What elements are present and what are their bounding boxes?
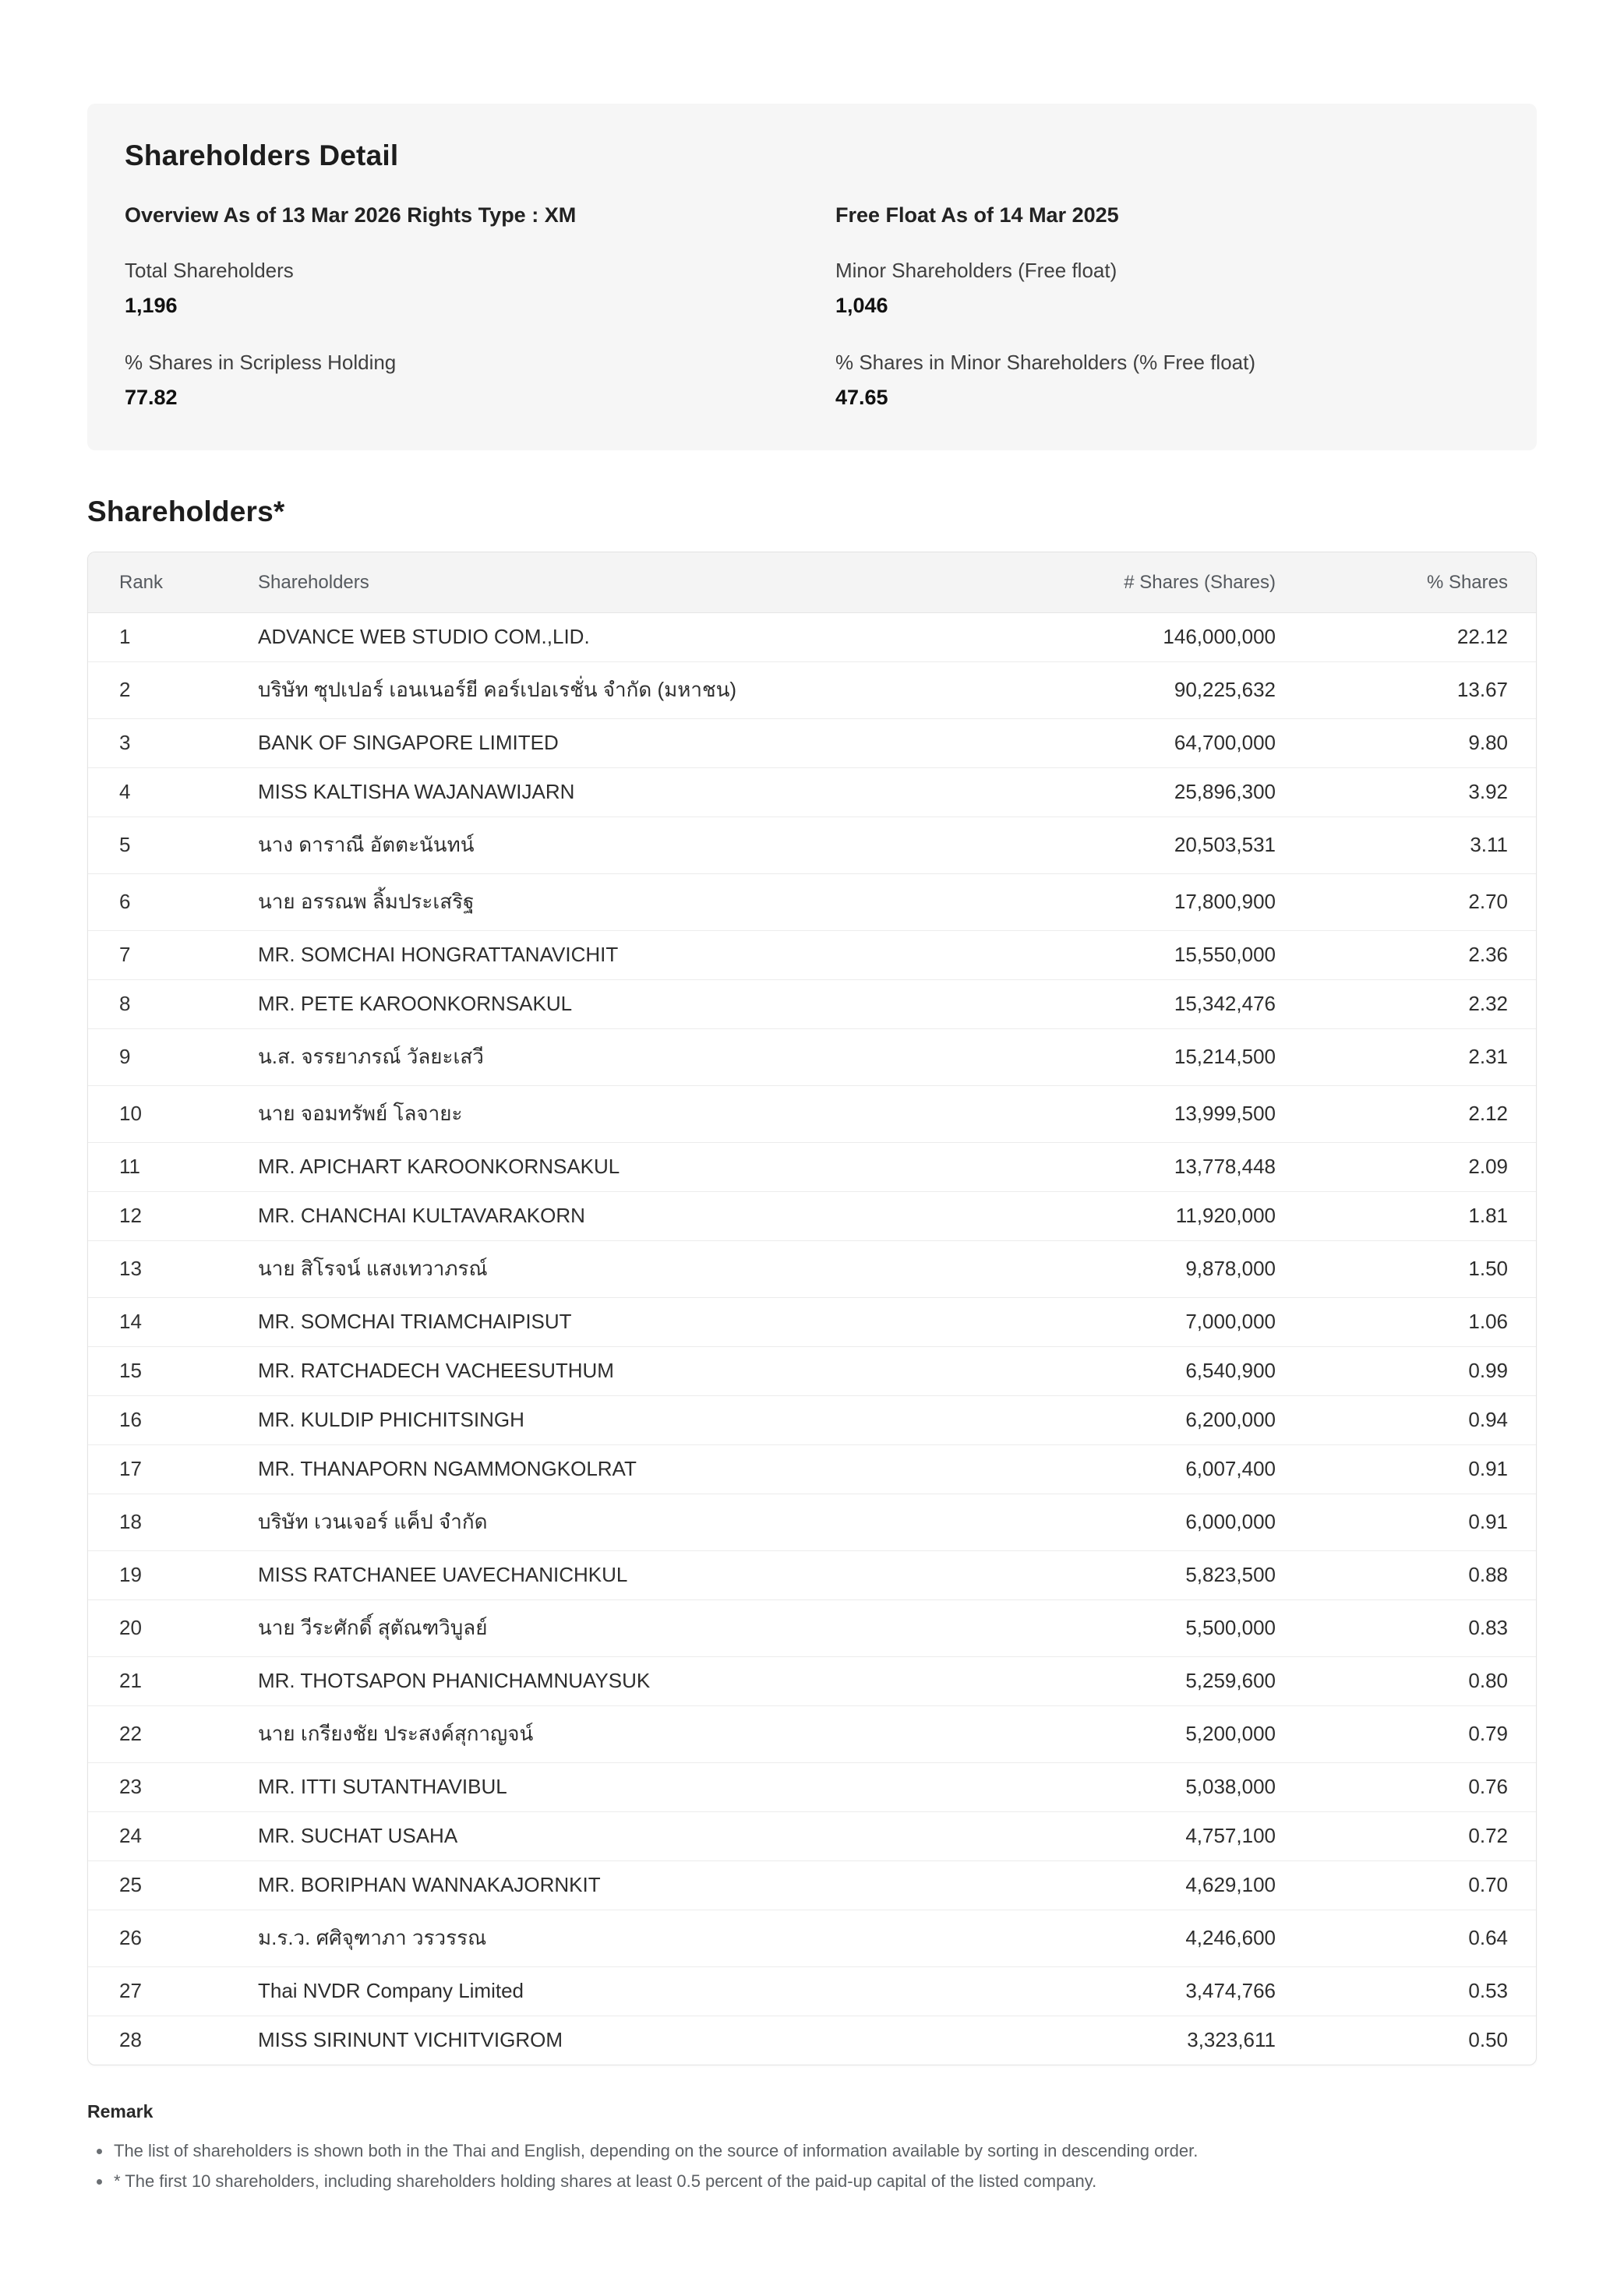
shares-cell: 3,474,766 <box>950 1967 1285 2016</box>
rank-cell: 16 <box>88 1396 258 1445</box>
percent-cell: 2.32 <box>1285 980 1536 1029</box>
shares-cell: 64,700,000 <box>950 719 1285 768</box>
remark-title: Remark <box>87 2101 154 2121</box>
shares-cell: 5,259,600 <box>950 1657 1285 1706</box>
percent-cell: 2.36 <box>1285 931 1536 980</box>
rank-cell: 23 <box>88 1763 258 1812</box>
table-row <box>88 768 1536 817</box>
overview-field-minor-shareholders <box>835 259 1499 318</box>
overview-field-minor-percent <box>835 351 1499 410</box>
shares-cell: 20,503,531 <box>950 817 1285 874</box>
remark-item: * The first 10 shareholders, including shareholders holding shares at least 0.5 percent of the paid-up capital of the listed company. <box>87 2167 1537 2197</box>
percent-cell: 0.88 <box>1285 1551 1536 1600</box>
column-header-shares: # Shares (Shares) <box>950 552 1285 613</box>
shares-cell: 5,823,500 <box>950 1551 1285 1600</box>
percent-cell: 0.99 <box>1285 1347 1536 1396</box>
table-row <box>88 1029 1536 1086</box>
rank-cell: 9 <box>88 1029 258 1086</box>
shares-cell: 15,550,000 <box>950 931 1285 980</box>
remark-list <box>87 2136 1537 2196</box>
percent-cell: 0.91 <box>1285 1494 1536 1551</box>
percent-cell: 9.80 <box>1285 719 1536 768</box>
shareholder-name-cell: ADVANCE WEB STUDIO COM.,LID. <box>258 613 950 662</box>
shareholders-table <box>88 552 1536 2065</box>
shares-cell: 25,896,300 <box>950 768 1285 817</box>
rank-cell: 20 <box>88 1600 258 1657</box>
rank-cell: 24 <box>88 1812 258 1861</box>
field-label: % Shares in Scripless Holding <box>125 351 397 374</box>
percent-cell: 0.91 <box>1285 1445 1536 1494</box>
rank-cell: 28 <box>88 2016 258 2065</box>
percent-cell: 2.12 <box>1285 1086 1536 1143</box>
percent-cell: 3.11 <box>1285 817 1536 874</box>
percent-cell: 0.80 <box>1285 1657 1536 1706</box>
percent-cell: 0.50 <box>1285 2016 1536 2065</box>
shareholder-name-cell: MR. ITTI SUTANTHAVIBUL <box>258 1763 950 1812</box>
table-row <box>88 931 1536 980</box>
percent-cell: 0.76 <box>1285 1763 1536 1812</box>
field-label: % Shares in Minor Shareholders (% Free float) <box>835 351 1256 374</box>
shares-cell: 11,920,000 <box>950 1192 1285 1241</box>
shares-cell: 15,214,500 <box>950 1029 1285 1086</box>
shareholder-name-cell: นาง ดาราณี อัตตะนันทน์ <box>258 817 950 874</box>
rank-cell: 27 <box>88 1967 258 2016</box>
shareholder-name-cell: MISS SIRINUNT VICHITVIGROM <box>258 2016 950 2065</box>
rank-cell: 12 <box>88 1192 258 1241</box>
shareholder-name-cell: MR. CHANCHAI KULTAVARAKORN <box>258 1192 950 1241</box>
overview-field-scripless-holding <box>125 351 789 410</box>
shares-cell: 90,225,632 <box>950 662 1285 719</box>
shares-cell: 5,200,000 <box>950 1706 1285 1763</box>
shares-cell: 6,000,000 <box>950 1494 1285 1551</box>
overview-field-total-shareholders <box>125 259 789 318</box>
table-row <box>88 2016 1536 2065</box>
rank-cell: 13 <box>88 1241 258 1298</box>
field-value: 47.65 <box>835 386 888 409</box>
percent-cell: 0.94 <box>1285 1396 1536 1445</box>
rank-cell: 5 <box>88 817 258 874</box>
shares-cell: 6,007,400 <box>950 1445 1285 1494</box>
field-value: 77.82 <box>125 386 178 409</box>
shares-cell: 4,246,600 <box>950 1910 1285 1967</box>
rank-cell: 15 <box>88 1347 258 1396</box>
table-row <box>88 1143 1536 1192</box>
remark-item: The list of shareholders is shown both in the Thai and English, depending on the source of information available by sorting in descending order. <box>87 2136 1537 2167</box>
table-row <box>88 1861 1536 1910</box>
rank-cell: 26 <box>88 1910 258 1967</box>
percent-cell: 2.09 <box>1285 1143 1536 1192</box>
shareholder-name-cell: MR. SUCHAT USAHA <box>258 1812 950 1861</box>
rank-cell: 19 <box>88 1551 258 1600</box>
shareholder-name-cell: MR. THANAPORN NGAMMONGKOLRAT <box>258 1445 950 1494</box>
percent-cell: 1.06 <box>1285 1298 1536 1347</box>
rank-cell: 2 <box>88 662 258 719</box>
field-value: 1,196 <box>125 294 178 317</box>
shareholder-name-cell: MR. SOMCHAI TRIAMCHAIPISUT <box>258 1298 950 1347</box>
table-row <box>88 1347 1536 1396</box>
overview-card <box>87 104 1537 450</box>
rank-cell: 10 <box>88 1086 258 1143</box>
table-row <box>88 1086 1536 1143</box>
table-row <box>88 1494 1536 1551</box>
overview-grid <box>125 203 1499 410</box>
rank-cell: 21 <box>88 1657 258 1706</box>
shareholder-name-cell: MISS RATCHANEE UAVECHANICHKUL <box>258 1551 950 1600</box>
column-header-percent: % Shares <box>1285 552 1536 613</box>
percent-cell: 2.70 <box>1285 874 1536 931</box>
table-row <box>88 980 1536 1029</box>
percent-cell: 1.50 <box>1285 1241 1536 1298</box>
rank-cell: 14 <box>88 1298 258 1347</box>
shares-cell: 6,540,900 <box>950 1347 1285 1396</box>
percent-cell: 0.79 <box>1285 1706 1536 1763</box>
rank-cell: 22 <box>88 1706 258 1763</box>
percent-cell: 22.12 <box>1285 613 1536 662</box>
shareholder-name-cell: BANK OF SINGAPORE LIMITED <box>258 719 950 768</box>
percent-cell: 0.70 <box>1285 1861 1536 1910</box>
percent-cell: 0.64 <box>1285 1910 1536 1967</box>
table-row <box>88 1551 1536 1600</box>
field-value: 1,046 <box>835 294 888 317</box>
overview-left-column <box>125 203 789 410</box>
table-row <box>88 662 1536 719</box>
column-header-shareholders: Shareholders <box>258 552 950 613</box>
shareholders-section-title: Shareholders* <box>87 496 285 527</box>
shareholder-name-cell: MR. APICHART KAROONKORNSAKUL <box>258 1143 950 1192</box>
shareholders-table-body <box>88 613 1536 2065</box>
rank-cell: 4 <box>88 768 258 817</box>
shareholder-name-cell: MISS KALTISHA WAJANAWIJARN <box>258 768 950 817</box>
table-row <box>88 1812 1536 1861</box>
shares-cell: 4,757,100 <box>950 1812 1285 1861</box>
shareholders-page <box>87 0 1537 2290</box>
table-row <box>88 613 1536 662</box>
shareholder-name-cell: นาย เกรียงชัย ประสงค์สุกาญจน์ <box>258 1706 950 1763</box>
shareholder-name-cell: MR. PETE KAROONKORNSAKUL <box>258 980 950 1029</box>
shareholder-name-cell: นาย อรรณพ ลิ้มประเสริฐ <box>258 874 950 931</box>
shareholder-name-cell: Thai NVDR Company Limited <box>258 1967 950 2016</box>
shareholder-name-cell: น.ส. จรรยาภรณ์ วัลยะเสวี <box>258 1029 950 1086</box>
free-float-heading: Free Float As of 14 Mar 2025 <box>835 203 1119 227</box>
shares-cell: 3,323,611 <box>950 2016 1285 2065</box>
shareholder-name-cell: บริษัท ซุปเปอร์ เอนเนอร์ยี คอร์เปอเรชั่น จำกัด (มหาชน) <box>258 662 950 719</box>
rank-cell: 17 <box>88 1445 258 1494</box>
percent-cell: 2.31 <box>1285 1029 1536 1086</box>
column-header-rank: Rank <box>88 552 258 613</box>
table-row <box>88 1657 1536 1706</box>
shares-cell: 17,800,900 <box>950 874 1285 931</box>
table-row <box>88 874 1536 931</box>
rank-cell: 6 <box>88 874 258 931</box>
shares-cell: 5,500,000 <box>950 1600 1285 1657</box>
shareholder-name-cell: MR. KULDIP PHICHITSINGH <box>258 1396 950 1445</box>
shares-cell: 13,778,448 <box>950 1143 1285 1192</box>
table-row <box>88 1298 1536 1347</box>
shareholder-name-cell: นาย จอมทรัพย์ โลจายะ <box>258 1086 950 1143</box>
remark-section <box>87 2101 1537 2290</box>
shareholder-name-cell: MR. THOTSAPON PHANICHAMNUAYSUK <box>258 1657 950 1706</box>
table-row <box>88 1445 1536 1494</box>
rank-cell: 1 <box>88 613 258 662</box>
shares-cell: 7,000,000 <box>950 1298 1285 1347</box>
shareholder-name-cell: MR. RATCHADECH VACHEESUTHUM <box>258 1347 950 1396</box>
table-header <box>88 552 1536 613</box>
table-row <box>88 1763 1536 1812</box>
shares-cell: 13,999,500 <box>950 1086 1285 1143</box>
shareholder-name-cell: ม.ร.ว. ศศิจุฑาภา วรวรรณ <box>258 1910 950 1967</box>
table-row <box>88 1241 1536 1298</box>
table-row <box>88 1967 1536 2016</box>
rank-cell: 18 <box>88 1494 258 1551</box>
rank-cell: 7 <box>88 931 258 980</box>
page-title: Shareholders Detail <box>125 139 399 171</box>
table-row <box>88 1600 1536 1657</box>
overview-heading: Overview As of 13 Mar 2026 Rights Type : XM <box>125 203 577 227</box>
field-label: Minor Shareholders (Free float) <box>835 259 1117 282</box>
shareholder-name-cell: นาย วีระศักดิ์ สุตัณฑวิบูลย์ <box>258 1600 950 1657</box>
table-row <box>88 1910 1536 1967</box>
shareholder-name-cell: นาย สิโรจน์ แสงเทวาภรณ์ <box>258 1241 950 1298</box>
shares-cell: 4,629,100 <box>950 1861 1285 1910</box>
shareholders-table-card <box>87 552 1537 2065</box>
rank-cell: 3 <box>88 719 258 768</box>
shares-cell: 5,038,000 <box>950 1763 1285 1812</box>
table-row <box>88 817 1536 874</box>
shares-cell: 146,000,000 <box>950 613 1285 662</box>
shareholder-name-cell: MR. SOMCHAI HONGRATTANAVICHIT <box>258 931 950 980</box>
rank-cell: 11 <box>88 1143 258 1192</box>
percent-cell: 1.81 <box>1285 1192 1536 1241</box>
percent-cell: 0.72 <box>1285 1812 1536 1861</box>
table-row <box>88 1706 1536 1763</box>
percent-cell: 0.83 <box>1285 1600 1536 1657</box>
rank-cell: 25 <box>88 1861 258 1910</box>
shares-cell: 15,342,476 <box>950 980 1285 1029</box>
table-row <box>88 1192 1536 1241</box>
percent-cell: 3.92 <box>1285 768 1536 817</box>
shareholder-name-cell: MR. BORIPHAN WANNAKAJORNKIT <box>258 1861 950 1910</box>
overview-right-column <box>835 203 1499 410</box>
table-row <box>88 1396 1536 1445</box>
percent-cell: 13.67 <box>1285 662 1536 719</box>
table-row <box>88 719 1536 768</box>
rank-cell: 8 <box>88 980 258 1029</box>
shares-cell: 9,878,000 <box>950 1241 1285 1298</box>
field-label: Total Shareholders <box>125 259 294 282</box>
shares-cell: 6,200,000 <box>950 1396 1285 1445</box>
percent-cell: 0.53 <box>1285 1967 1536 2016</box>
shareholder-name-cell: บริษัท เวนเจอร์ แค็ป จำกัด <box>258 1494 950 1551</box>
